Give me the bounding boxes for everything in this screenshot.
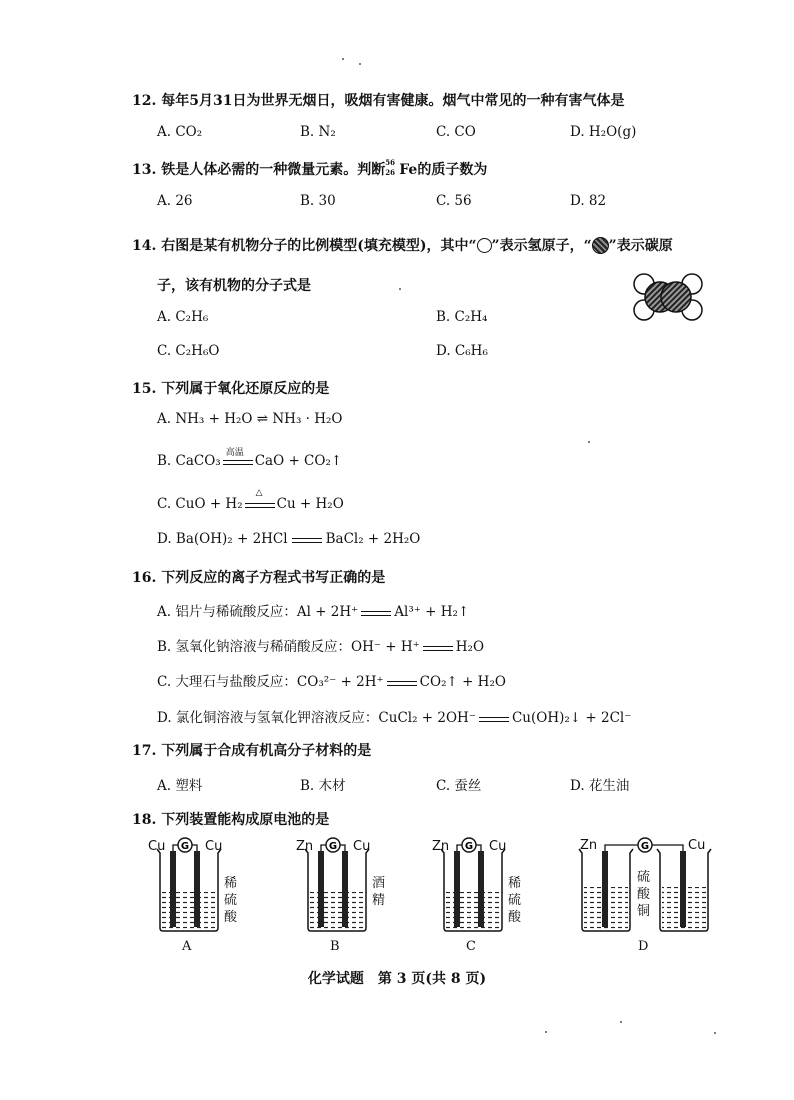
page-footer: 化学试题 第 3 页(共 8 页)	[307, 971, 487, 987]
equation-left: A. 铝片与稀硫酸反应：Al + 2H⁺	[157, 604, 359, 620]
option-d: D. 花生油	[570, 778, 630, 794]
question-16-stem: 16. 下列反应的离子方程式书写正确的是	[132, 570, 386, 586]
question-14-stem-line2: 子，该有机物的分子式是	[157, 278, 311, 294]
question-16-option-b	[157, 635, 484, 655]
electrolyte-label: 稀	[224, 876, 238, 891]
reaction-condition: 高温	[225, 447, 244, 458]
hydrogen-atom-icon	[477, 238, 492, 253]
equals-sign	[292, 533, 322, 547]
left-electrode-label: Zn	[432, 839, 450, 854]
option-d: D. 82	[570, 193, 607, 209]
option-c: C. CO	[436, 124, 476, 140]
equals-sign	[387, 676, 417, 690]
right-electrode-label: Cu	[353, 839, 371, 854]
question-14-option-b: B. C₂H₄	[436, 309, 488, 325]
question-12-stem: 12. 每年5月31日为世界无烟日，吸烟有害健康。烟气中常见的一种有害气体是	[132, 93, 625, 109]
question-15-option-a: A. NH₃ + H₂O ⇌ NH₃ · H₂O	[157, 411, 343, 427]
option-b: B. N₂	[300, 124, 336, 140]
electrolyte-label: 酸	[508, 910, 522, 925]
question-15-stem: 15. 下列属于氧化还原反应的是	[132, 381, 330, 397]
electrolyte-label: 硫	[637, 870, 651, 885]
galvanometer-icon: G	[464, 841, 474, 852]
option-a: A. 塑料	[157, 778, 203, 794]
right-electrode-label: Cu	[489, 839, 507, 854]
question-14-option-c: C. C₂H₆O	[157, 343, 220, 359]
electrolyte-label: 酒	[372, 876, 386, 891]
question-13-stem-pre: 13. 铁是人体必需的一种微量元素。判断	[132, 162, 386, 178]
equals-sign	[479, 712, 509, 726]
cell-caption: B	[330, 939, 340, 954]
electrolyte-label: 精	[372, 893, 386, 908]
mass-number: 56	[385, 158, 395, 167]
right-electrode-label: Cu	[688, 838, 706, 853]
option-b: B. 30	[300, 193, 336, 209]
condition-equals-sign	[223, 447, 253, 469]
galvanic-cell-options	[0, 835, 794, 965]
equation-right: CO₂↑ + H₂O	[419, 674, 506, 690]
galvanic-cell-a	[148, 835, 258, 964]
cell-caption: A	[182, 939, 192, 954]
nuclide-notation	[385, 158, 399, 177]
question-14-option-a: A. C₂H₆	[157, 309, 209, 325]
cell-caption: C	[466, 939, 476, 954]
reaction-condition: △	[255, 487, 263, 498]
electrolyte-label: 硫	[224, 893, 238, 908]
galvanic-cell-b	[296, 835, 406, 964]
question-16-option-d	[157, 706, 631, 726]
equation-right: Cu(OH)₂↓ + 2Cl⁻	[511, 710, 632, 726]
cell-diagram	[432, 835, 542, 960]
condition-equals-sign	[245, 487, 275, 512]
galvanometer-icon: G	[328, 841, 338, 852]
carbon-atom-icon	[592, 237, 609, 254]
electrolyte-label: 酸	[637, 887, 651, 902]
element-symbol: Fe	[399, 162, 418, 178]
question-13-stem-post: 的质子数为	[417, 162, 488, 178]
question-15-option-b	[157, 447, 343, 469]
question-15-option-d	[157, 531, 420, 547]
equation-left: C. 大理石与盐酸反应：CO₃²⁻ + 2H⁺	[157, 674, 384, 690]
equation-right: CaO + CO₂↑	[254, 453, 343, 469]
option-d: D. H₂O(g)	[570, 124, 637, 140]
galvanometer-icon: G	[640, 841, 650, 852]
cell-diagram	[148, 835, 258, 960]
question-14-stem-line1	[132, 235, 673, 255]
question-13-stem	[132, 159, 487, 179]
equals-sign	[361, 606, 391, 620]
stem-part-2: ”表示氢原子，“	[491, 238, 592, 254]
galvanic-cell-c	[432, 835, 542, 964]
equation-right: BaCl₂ + 2H₂O	[325, 531, 421, 547]
question-15-option-c	[157, 487, 344, 512]
equation-right: Cu + H₂O	[276, 496, 344, 512]
electrolyte-label: 铜	[637, 904, 651, 919]
right-electrode-label: Cu	[205, 839, 223, 854]
question-17-stem: 17. 下列属于合成有机高分子材料的是	[132, 743, 372, 759]
equation-left: C. CuO + H₂	[157, 496, 243, 512]
cell-diagram	[296, 835, 406, 960]
equation-left: D. 氯化铜溶液与氢氧化钾溶液反应：CuCl₂ + 2OH⁻	[157, 710, 476, 726]
left-electrode-label: Cu	[148, 839, 166, 854]
question-16-option-c	[157, 670, 506, 690]
equation-left: B. CaCO₃	[157, 453, 221, 469]
stem-part-3: ”表示碳原	[608, 238, 673, 254]
left-electrode-label: Zn	[296, 839, 314, 854]
stem-part-1: 14. 右图是某有机物分子的比例模型(填充模型)，其中“	[132, 238, 477, 254]
ethylene-space-filling-model-icon	[632, 271, 704, 323]
option-a: A. CO₂	[157, 124, 203, 140]
galvanometer-icon: G	[180, 841, 190, 852]
left-electrode-label: Zn	[580, 838, 598, 853]
question-16-option-a	[157, 600, 469, 620]
option-a: A. 26	[157, 193, 193, 209]
electrolyte-label: 硫	[508, 893, 522, 908]
equation-right: H₂O	[455, 639, 485, 655]
cell-caption: D	[638, 939, 649, 954]
option-b: B. 木材	[300, 778, 346, 794]
electrolyte-label: 稀	[508, 876, 522, 891]
option-c: C. 56	[436, 193, 472, 209]
equation-right: Al³⁺ + H₂↑	[394, 604, 470, 620]
atomic-number: 26	[385, 168, 395, 177]
equation-left: D. Ba(OH)₂ + 2HCl	[157, 531, 288, 547]
galvanic-cell-d	[576, 835, 716, 964]
question-18-stem: 18. 下列装置能构成原电池的是	[132, 812, 330, 828]
electrolyte-label: 酸	[224, 910, 238, 925]
question-14-option-d: D. C₆H₆	[436, 343, 488, 359]
equation-left: B. 氢氧化钠溶液与稀硝酸反应：OH⁻ + H⁺	[157, 639, 420, 655]
option-c: C. 蚕丝	[436, 778, 482, 794]
equals-sign	[423, 641, 453, 655]
